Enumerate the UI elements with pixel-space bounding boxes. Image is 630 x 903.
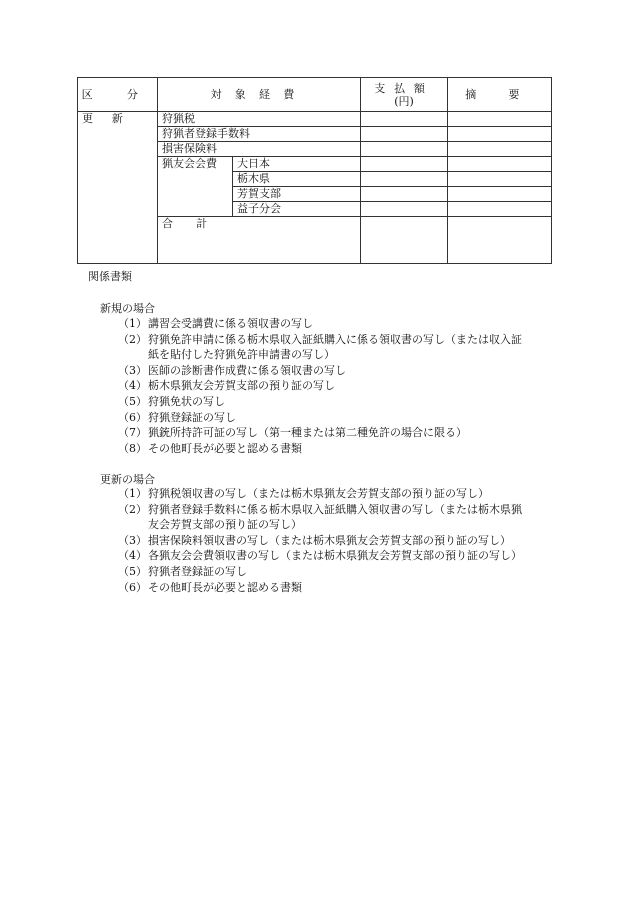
total-label: 合 計 (158, 217, 361, 264)
list-item: （2） 狩猟者登録手数料に係る栃木県収入証紙購入領収書の写し（または栃木県猟 友会芳賀支部の預り証の写し） (118, 502, 522, 532)
header-payment: 支払額 (円) (361, 78, 448, 112)
renew-label: 更 新 (78, 112, 158, 264)
list-item: （6） その他町長が必要と認める書類 (118, 580, 302, 594)
amount-cell (361, 142, 448, 157)
association-name: 栃木県 (233, 172, 361, 187)
item-association-fee: 猟友会会費 (158, 157, 233, 217)
remark-cell (448, 142, 552, 157)
header-kubun: 区 分 (78, 78, 158, 112)
new-case-title: 新規の場合 (100, 302, 155, 315)
list-item: （6） 狩猟登録証の写し (118, 410, 236, 424)
list-item: （3） 医師の診断書作成費に係る領収書の写し (118, 363, 346, 377)
list-item: （1） 狩猟税領収書の写し（または栃木県猟友会芳賀支部の預り証の写し） (118, 487, 489, 500)
list-item: （5） 狩猟免状の写し (118, 394, 225, 408)
remark-cell (448, 217, 552, 264)
association-name: 益子分会 (233, 202, 361, 217)
amount-cell (361, 172, 448, 187)
total-amount-cell (361, 217, 448, 264)
list-item: （2） 狩猟免許申請に係る栃木県収入証紙購入に係る領収書の写し（または収入証 紙を貼付した狩猟免許申請書の写し） (118, 332, 522, 362)
expense-table (77, 77, 552, 264)
remark-cell (448, 172, 552, 187)
remark-cell (448, 127, 552, 142)
list-item: （7） 猟銃所持許可証の写し（第一種または第二種免許の場合に限る） (118, 426, 467, 440)
list-item: （5） 狩猟者登録証の写し (118, 564, 247, 578)
item-registration-fee: 狩猟者登録手数料 (158, 127, 361, 142)
association-name: 大日本 (233, 157, 361, 172)
table-header-row (78, 78, 552, 112)
amount-cell (361, 187, 448, 202)
renewal-case-title: 更新の場合 (100, 473, 155, 486)
renewal-case-list (118, 486, 522, 595)
table-row (78, 112, 552, 127)
list-item: （8） その他町長が必要と認める書類 (118, 441, 302, 455)
remark-cell (448, 112, 552, 127)
list-item: （4） 栃木県猟友会芳賀支部の預り証の写し (118, 379, 335, 393)
list-item: （1） 講習会受講費に係る領収書の写し (118, 317, 313, 330)
list-item: （3） 損害保険料領収書の写し（または栃木県猟友会芳賀支部の預り証の写し） (118, 533, 511, 547)
amount-cell (361, 202, 448, 217)
amount-cell (361, 157, 448, 172)
header-taisho: 対象経費 (158, 78, 361, 112)
item-hunting-tax: 狩猟税 (158, 112, 361, 127)
list-item: （4） 各猟友会会費領収書の写し（または栃木県猟友会芳賀支部の預り証の写し） (118, 549, 522, 563)
amount-cell (361, 127, 448, 142)
related-docs-title: 関係書類 (88, 270, 132, 283)
amount-cell (361, 112, 448, 127)
item-insurance: 損害保険料 (158, 142, 361, 157)
new-case-list (118, 316, 522, 456)
header-tekiyo: 摘 要 (448, 78, 552, 112)
association-name: 芳賀支部 (233, 187, 361, 202)
remark-cell (448, 157, 552, 172)
remark-cell (448, 187, 552, 202)
remark-cell (448, 202, 552, 217)
